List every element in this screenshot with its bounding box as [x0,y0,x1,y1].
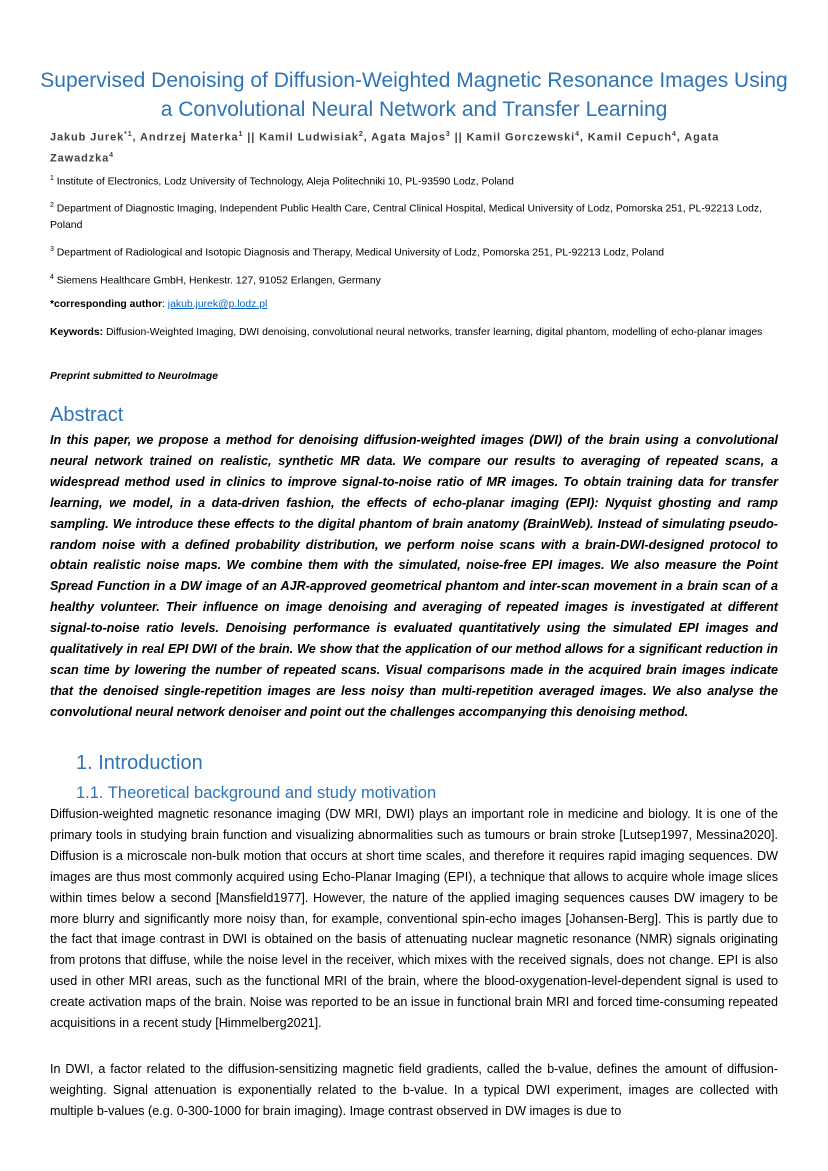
author-affil-mark: 4 [575,131,580,138]
author-name: , Kamil Cepuch [579,131,672,144]
affiliation-1 [50,170,778,190]
affiliation-text: Department of Radiological and Isotopic Diagnosis and Therapy, Medical University of Lodz, Pomorska 251, PL-92213 Lodz, Poland [53,247,665,259]
affiliation-text: Institute of Electronics, Lodz University of Technology, Aleja Politechniki 10, PL-93590 Lodz, Poland [53,176,514,188]
affiliation-text: Siemens Healthcare GmbH, Henkestr. 127, 91052 Erlangen, Germany [53,275,381,287]
author-affil-mark: 4 [671,131,677,138]
author-affil-mark: 1 [238,131,244,138]
author-name: || Kamil Gorczewski [450,131,576,144]
body-paragraph-2: In DWI, a factor related to the diffusion-sensitizing magnetic field gradients, called the b-value, defines the amount of diffusion-weighting. Signal attenuation is exponentially related to the b-value. In a typical DWI experiment, images are collected with multiple b-values (e.g. 0-300-1000 for brain imaging). Image contrast observed in DW images is due to [50,1062,778,1118]
affiliation-text: Department of Diagnostic Imaging, Independent Public Health Care, Central Clinical Hospital, Medical University of Lodz, Pomorska 251, PL-92213 Lodz, Poland [50,203,762,232]
author-affil-mark: 2 [358,131,364,138]
preprint-note: Preprint submitted to NeuroImage [50,371,219,382]
corresponding-label: *corresponding author [50,299,162,310]
abstract-heading: Abstract [50,404,124,426]
author-list [50,126,778,167]
keywords-label: Keywords: [50,327,104,338]
body-paragraph-1: Diffusion-weighted magnetic resonance imaging (DW MRI, DWI) plays an important role in medicine and biology. It is one of the primary tools in studying brain function and visualizing abnormalities such as tumours or brain stroke [Lutsep1997, Messina2020]. Diffusion is a microscale non-bulk motion that occurs at short time scales, and therefore it requires rapid imaging sequences. DW images are thus most commonly acquired using Echo-Planar Imaging (EPI), a technique that allows to acquire whole image slices within times below a second [Mansfield1977]. However, the nature of the applied imaging sequences causes DW imagery to be more blurry and significantly more noisy than, for example, conventional spin-echo images [Johansen-Berg]. This is partly due to the fact that image contrast in DWI is obtained on the basis of attenuating nuclear magnetic resonance (NMR) signals originating from protons that diffuse, while the noise level in the receiver, which mixes with the received signals, does not change. EPI is also used in other MRI areas, such as the functional MRI of the brain, where the blood-oxygenation-level-dependent signal is used to create activation maps of the brain. Noise was reported to be an issue in functional brain MRI and forced time-consuming repeated acquisitions in a recent study [Himmelberg2021]. [50,807,778,1031]
affiliation-number: 4 [50,274,54,281]
affiliation-4 [50,269,778,289]
author-affil-mark: 3 [445,131,451,138]
author-name: || Kamil Ludwisiak [243,131,359,144]
affiliation-number: 1 [50,175,54,182]
abstract-text: In this paper, we propose a method for denoising diffusion-weighted images (DWI) of the brain using a convolutional neural network trained on realistic, synthetic MR data. We compare our results to averaging of repeated scans, a widespread method used in clinics to improve signal-to-noise ratio of MR images. To obtain training data for transfer learning, we model, in a data-driven fashion, the effects of echo-planar imaging (EPI): Nyquist ghosting and ramp sampling. We introduce these effects to the digital phantom of brain anatomy (BrainWeb). Instead of simulating pseudo-random noise with a defined probability distribution, we perform noise scans with a brain-DWI-designed protocol to obtain realistic noise maps. We combine them with the simulated, noise-free EPI images. We also measure the Point Spread Function in a DW image of an AJR-approved geometrical phantom and inter-scan movement in a brain scan of a healthy volunteer. Their influence on image denoising and averaging of repeated images is investigated at different signal-to-noise ratio levels. Denoising performance is evaluated quantitatively using the simulated EPI images and qualitatively in real EPI DWI of the brain. We show that the application of our method allows for a significant reduction in scan time by lowering the number of repeated scans. Visual comparisons made in the acquired brain images indicate that the denoised single-repetition images are less noisy than multi-repetition averaged images. We also analyse the convolutional neural network denoiser and point out the challenges accompanying this denoising method. [50,433,778,719]
keywords-text: Diffusion-Weighted Imaging, DWI denoising, convolutional neural networks, transfer learning, digital phantom, modelling of echo-planar images [103,327,763,338]
author-name: , Agata Zawadzka [50,131,720,165]
corresponding-email-link[interactable]: jakub.jurek@p.lodz.pl [167,299,268,310]
affiliation-3 [50,241,778,261]
author-name: , Agata Majos [363,131,446,144]
affiliation-2 [50,197,778,234]
author-affil-mark: 4 [109,151,114,159]
corresponding-separator: : [162,299,168,310]
affiliation-number: 3 [50,246,54,253]
subsection-heading: 1.1. Theoretical background and study motivation [76,784,437,802]
section-heading-introduction: 1. Introduction [76,752,203,774]
affiliation-number: 2 [50,202,54,209]
paper-title: Supervised Denoising of Diffusion-Weighted Magnetic Resonance Images Using a Convolutional Neural Network and Transfer Learning [40,69,788,121]
corresponding-author [50,296,778,313]
author-name: Jakub Jurek [50,131,125,144]
keywords [50,324,778,341]
author-affil-mark: *1 [124,131,133,138]
author-name: , Andrzej Materka [132,131,239,144]
